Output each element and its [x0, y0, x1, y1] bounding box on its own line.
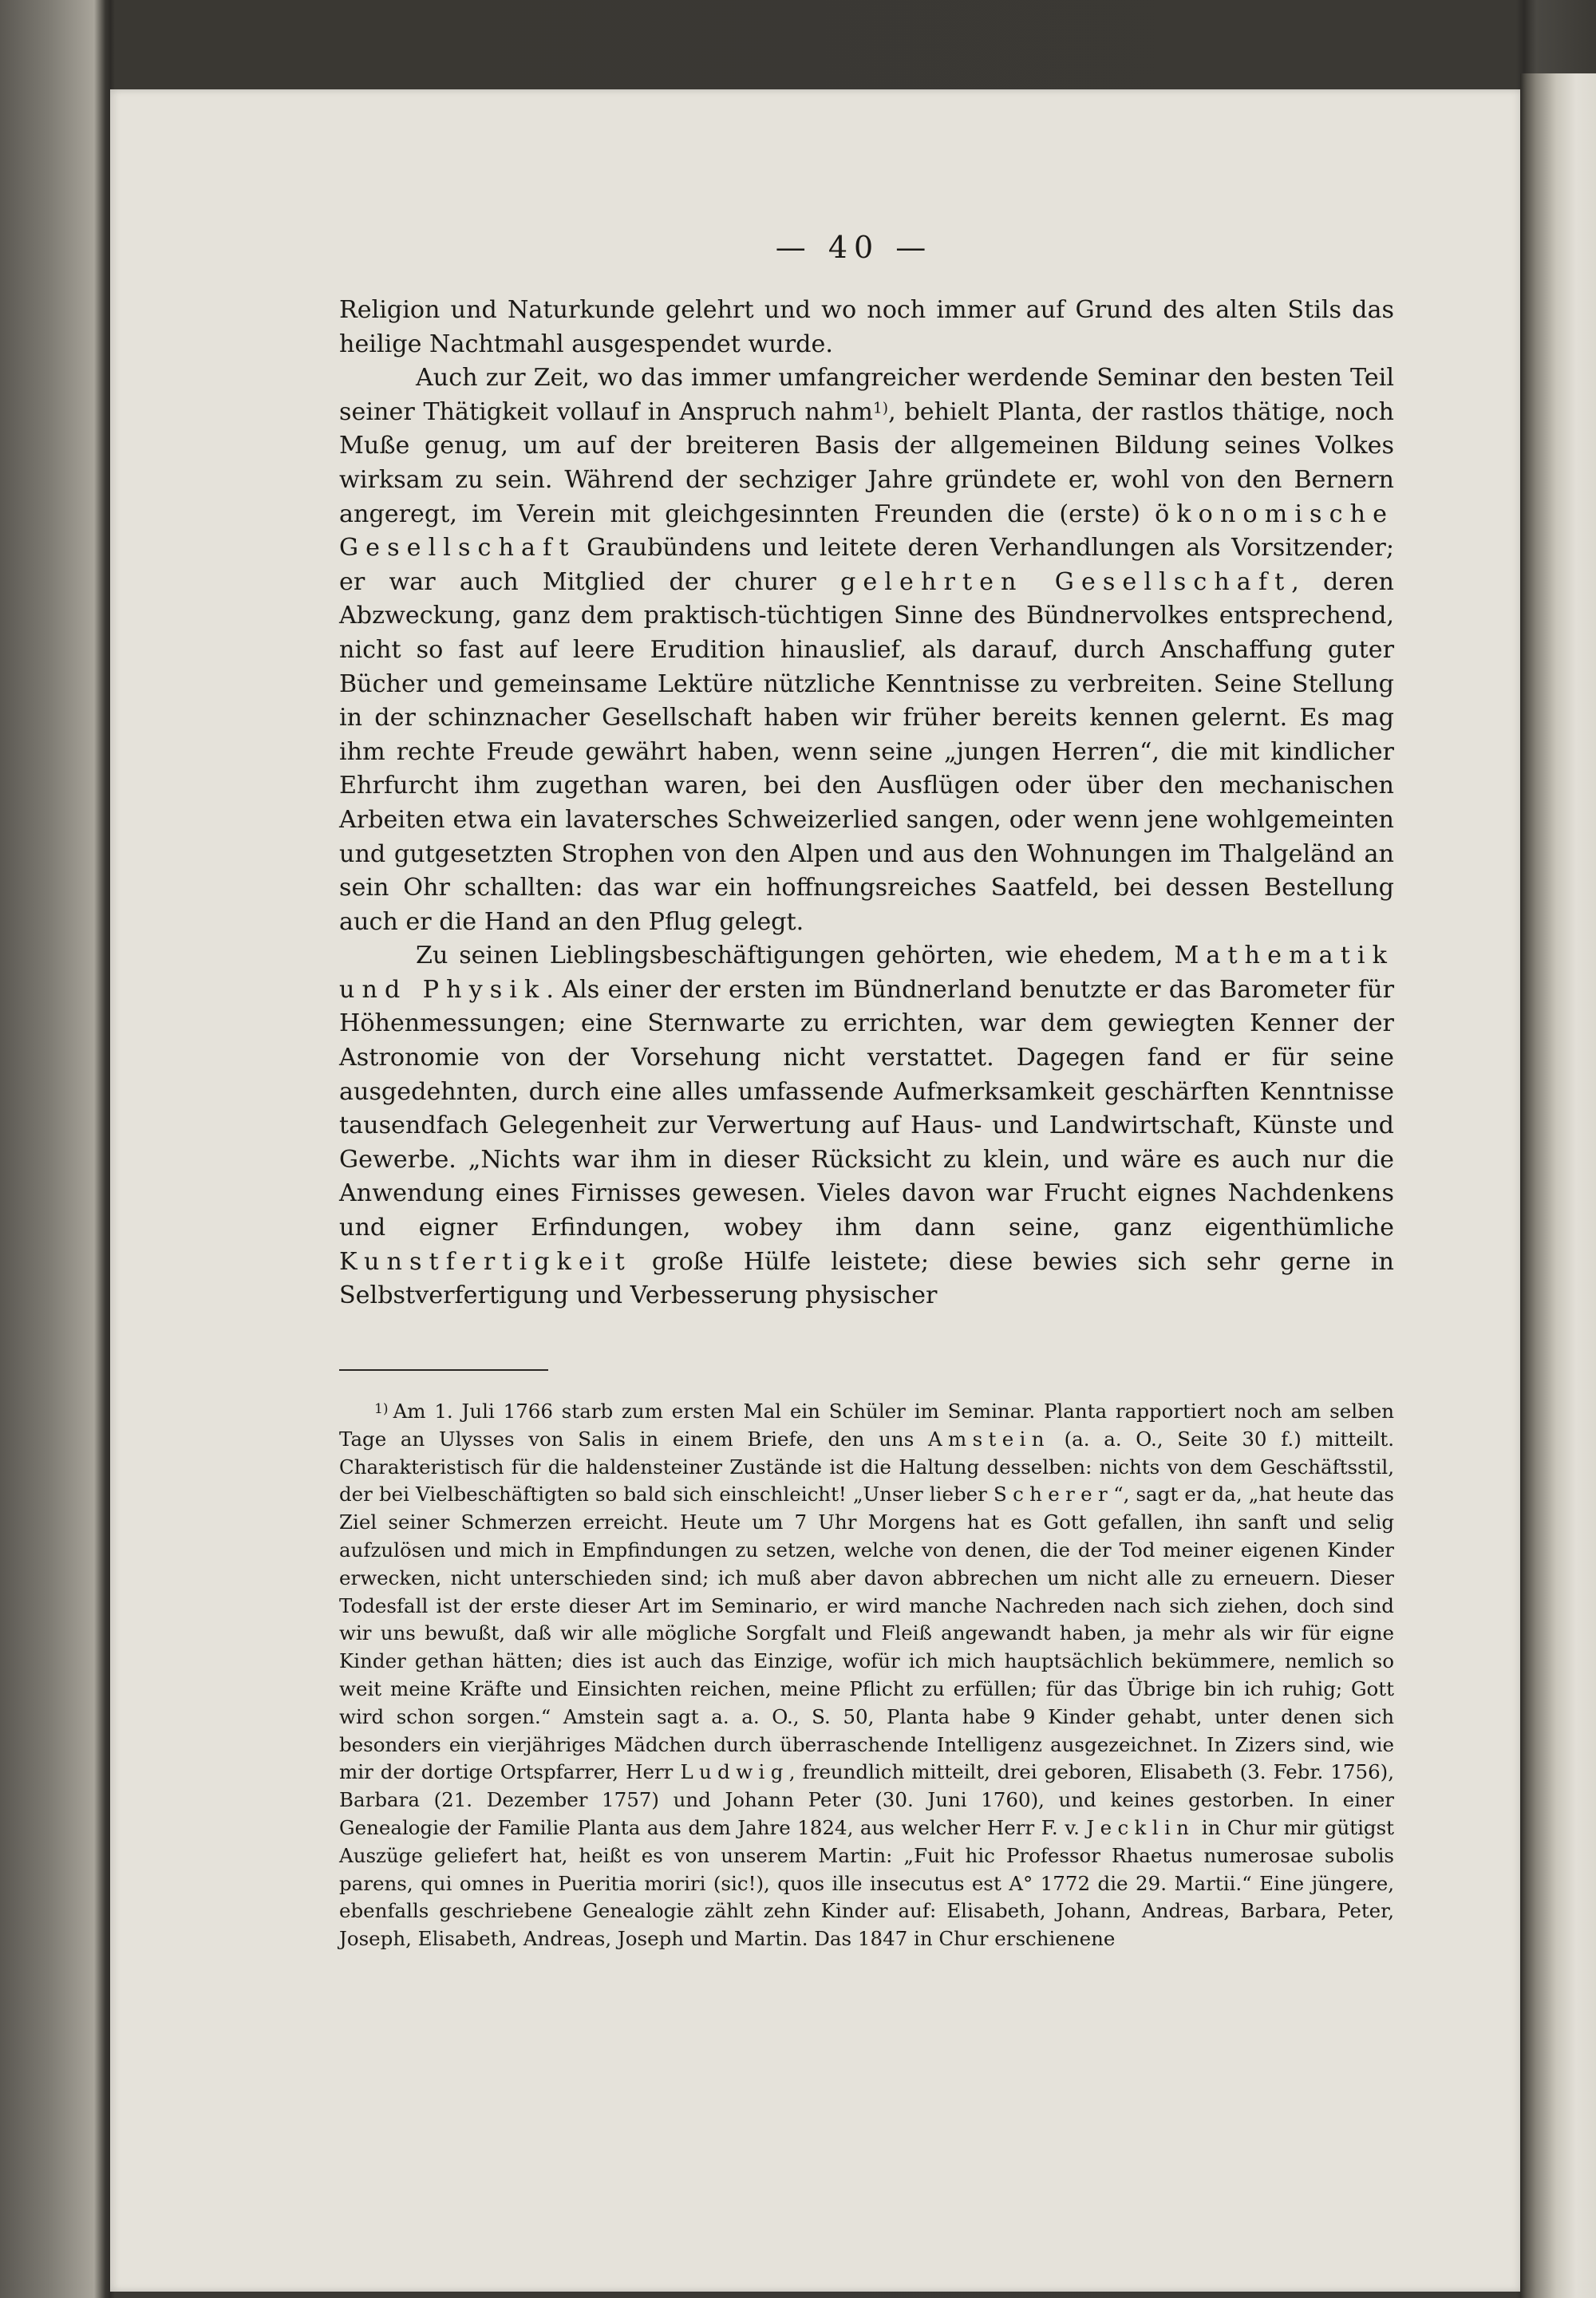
emphasis-text: gelehrten Gesellschaft [840, 567, 1292, 596]
page-number-header: — 40 — [775, 230, 933, 265]
footnote-reference: 1) [872, 400, 889, 417]
footnote-block [339, 1398, 1394, 1953]
paragraph-1: Religion und Naturkunde gelehrt und wo noch immer auf Grund des alten Stils das heilige Nachtmahl ausgespendet wurde. [339, 296, 1394, 358]
facing-page-edge [1520, 73, 1596, 2298]
paragraph-3: Zu seinen Lieblingsbeschäftigungen gehörten, wie ehedem, Mathematik und Physik. Als einer der ersten im Bündnerland benutzte er das Barometer für Höhenmessungen; eine Sternwarte zu errichten, war dem gewiegten Kenner der Astronomie von der Vorsehung nicht verstattet. Dagegen fand er für seine ausgedehnten, durch eine alles umfassende Aufmerksamkeit geschärften Kenntnisse tausendfach Gelegenheit zur Verwertung auf Haus- und Landwirtschaft, Künste und Gewerbe. „Nichts war ihm in dieser Rücksicht zu klein, und wäre es auch nur die Anwendung eines Firnisses gewesen. Vieles davon war Frucht eignes Nachdenkens und eigner Erfindungen, wobey ihm dann seine, ganz eigenthümliche Kunstfertigkeit große Hülfe leistete; diese bewies sich sehr gerne in Selbstverfertigung und Verbesserung physischer [339, 942, 1394, 1310]
footnote-1: $^{1)}$ Am 1. Juli 1766 starb zum ersten Mal ein Schüler im Seminar. Planta rapportiert noch am selben Tage an Ulysses von Salis in einem Briefe, den uns Amstein (a. a. O., Seite 30 f.) mitteilt. Charakteristisch für die haldensteiner Zustände ist die Haltung desselben: nichts von dem Geschäftsstil, der bei Vielbeschäftigten so bald sich einschleicht! „Unser lieber Scherer“, sagt er da, „hat heute das Ziel seiner Schmerzen erreicht. Heute um 7 Uhr Morgens hat es Gott gefallen, ihn sanft und selig aufzulösen und mich in Empfindungen zu setzen, welche von denen, die der Tod meiner eigenen Kinder erwecken, nicht unterschieden sind; ich muß aber davon abbrechen um nicht alle zu erneuern. Dieser Todesfall ist der erste dieser Art im Seminario, er wird manche Nachreden nach sich ziehen, doch sind wir uns bewußt, daß wir alle mögliche Sorgfalt und Fleiß angewandt haben, ja mehr als wir für eigne Kinder gethan hätten; dies ist auch das Einzige, wofür ich mich hauptsächlich bekümmere, nemlich so weit meine Kräfte und Einsichten reichen, meine Pflicht zu erfüllen; für das Übrige bin ich ruhig; Gott wird schon sorgen.“ Amstein sagt a. a. O., S. 50, Planta habe 9 Kinder gehabt, unter denen sich besonders ein vierjähriges Mädchen durch überraschende Intelligenz ausgezeichnet. In Zizers sind, wie mir der dortige Ortspfarrer, Herr Ludwig, freundlich mitteilt, drei geboren, Elisabeth (3. Febr. 1756), Barbara (21. Dezember 1757) und Johann Peter (30. Juni 1760), und keines gestorben. In einer Genealogie der Familie Planta aus dem Jahre 1824, aus welcher Herr F. v. Jecklin in Chur mir gütigst Auszüge geliefert hat, heißt es von unserem Martin: „Fuit hic Professor Rhaetus numerosae subolis parens, qui omnes in Pueritia moriri (sic!), quos ille insecutus est A° 1772 die 29. Martii.“ Eine jüngere, ebenfalls geschriebene Genealogie zählt zehn Kinder auf: Elisabeth, Johann, Andreas, Barbara, Peter, Joseph, Elisabeth, Andreas, Joseph und Martin. Das 1847 in Chur erschienene [339, 1400, 1395, 1951]
emphasis-text: Mathematik und Physik [339, 942, 1394, 1004]
footnote-marker: 1) [374, 1401, 389, 1417]
emphasis-text: ökonomische Gesellschaft [339, 499, 1394, 563]
main-text [339, 294, 1394, 1313]
paragraph-2: Auch zur Zeit, wo das immer umfangreicher werdende Seminar den besten Teil seiner Thätigkeit vollauf in Anspruch nahm$^{1)}$, behielt Planta, der rastlos thätige, noch Muße genug, um auf der breiteren Basis der allgemeinen Bildung seines Volkes wirksam zu sein. Während der sechziger Jahre gründete er, wohl von den Bernern angeregt, im Verein mit gleichgesinnten Freunden die (erste) ökonomische Gesellschaft Graubündens und leitete deren Verhandlungen als Vorsitzender; er war auch Mitglied der churer gelehrten Gesellschaft, deren Abzweckung, ganz dem praktisch-tüchtigen Sinne des Bündnervolkes entsprechend, nicht so fast auf leere Erudition hinauslief, als darauf, durch Anschaffung guter Bücher und gemeinsame Lektüre nützliche Kenntnisse zu verbreiten. Seine Stellung in der schinznacher Gesellschaft haben wir früher bereits kennen gelernt. Es mag ihm rechte Freude gewährt haben, wenn seine „jungen Herren“, die mit kindlicher Ehrfurcht ihm zugethan waren, bei den Ausflügen oder über den mechanischen Arbeiten etwa ein lavatersches Schweizerlied sangen, oder wenn jene wohlgemeinten und gutgesetzten Strophen von den Alpen und aus den Wohnungen im Thalgeländ an sein Ohr schallten: das war ein hoffnungsreiches Saatfeld, bei dessen Bestellung auch er die Hand an den Pflug gelegt. [339, 364, 1394, 936]
emphasis-text: Jecklin [1086, 1815, 1195, 1839]
emphasis-text: Kunstfertigkeit [339, 1247, 632, 1276]
emphasis-text: Scherer [993, 1483, 1114, 1506]
emphasis-text: Ludwig [680, 1760, 789, 1784]
emphasis-text: Amstein [927, 1427, 1050, 1451]
footnote-divider [339, 1369, 548, 1371]
